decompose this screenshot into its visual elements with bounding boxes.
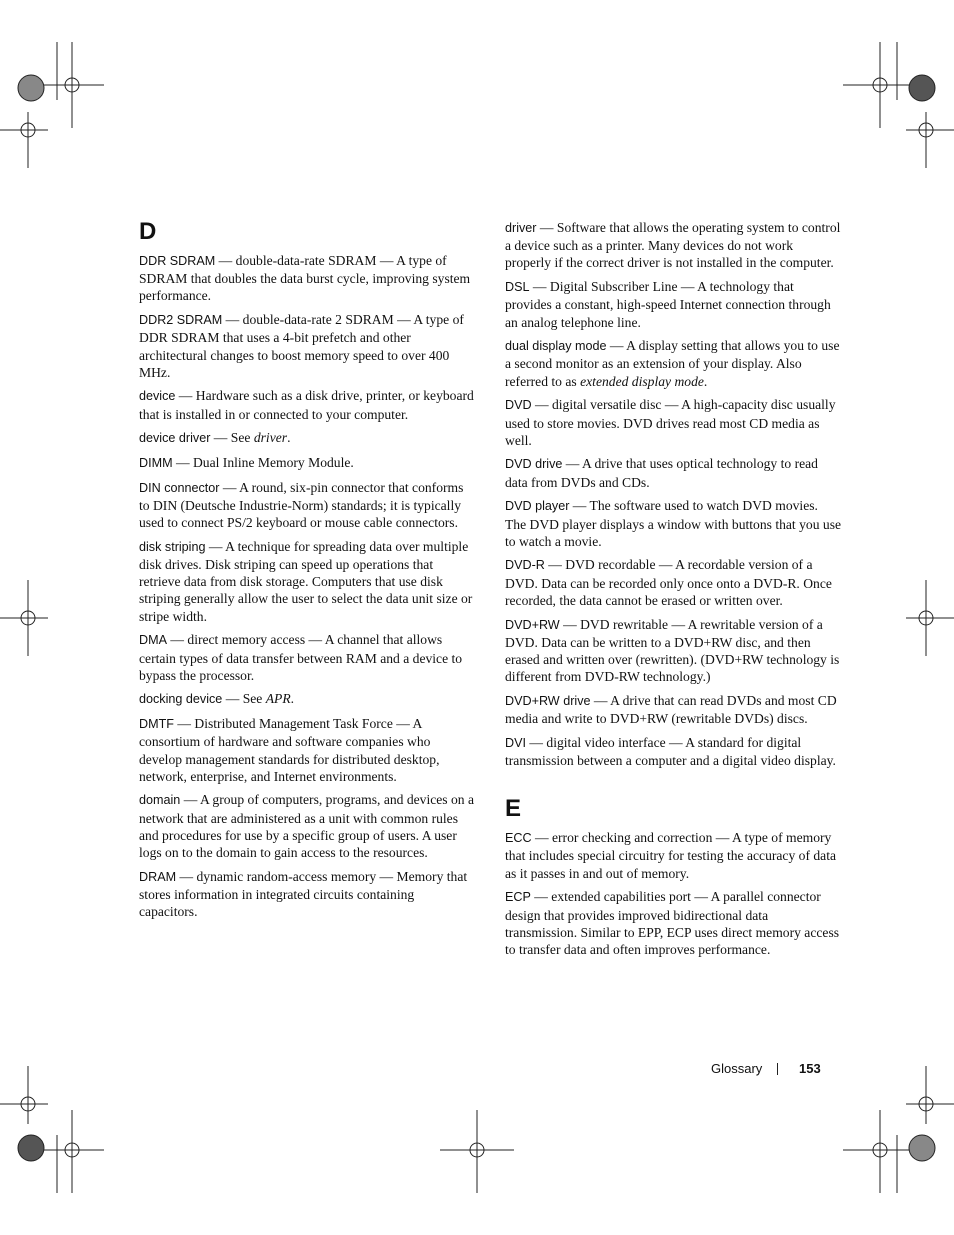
glossary-entry (139, 311, 476, 381)
glossary-term: DVI (505, 735, 526, 750)
glossary-entry (139, 715, 476, 785)
glossary-term: DSL (505, 280, 530, 295)
glossary-entry (139, 479, 476, 532)
glossary-definition: — A group of computers, programs, and devices on a network that are administered as a unit with common rules and procedures for use by a specific group of users. A user logs on to the domain to gain access to the resources. (139, 792, 475, 861)
glossary-cross-reference: extended display mode (580, 373, 704, 389)
glossary-term: DDR SDRAM (139, 254, 216, 268)
footer-divider (777, 1063, 778, 1075)
glossary-entry (139, 429, 476, 447)
glossary-term: DVD-R (505, 558, 545, 573)
glossary-definition: — The software used to watch DVD movies. The DVD player displays a window with buttons that you use to watch a movie. (505, 498, 842, 549)
glossary-entry (505, 829, 842, 882)
glossary-entry (139, 791, 476, 861)
glossary-entry (505, 337, 842, 390)
glossary-definition: — double-data-rate SDRAM — A type of SDRAM that doubles the data burst cycle, improving system performance. (139, 253, 471, 304)
glossary-definition: — dynamic random-access memory — Memory that stores information in integrated circuits containing capacitors. (139, 868, 468, 920)
glossary-definition: — Dual Inline Memory Module. (172, 455, 354, 471)
glossary-list-d-right (505, 219, 842, 769)
glossary-entry (139, 454, 476, 472)
glossary-term: driver (505, 221, 537, 235)
glossary-term: domain (139, 793, 181, 808)
glossary-entry (505, 692, 842, 727)
glossary-term: DRAM (139, 869, 177, 884)
glossary-entry (139, 252, 476, 305)
section-heading-d: D (139, 218, 157, 245)
glossary-term: DDR2 SDRAM (139, 313, 223, 328)
glossary-term: DVD player (505, 499, 570, 514)
glossary-entry (139, 631, 476, 684)
glossary-entry (505, 278, 842, 331)
glossary-definition: — A drive that can read DVDs and most CD media and write to DVD+RW (rewritable DVDs) discs. (505, 692, 837, 727)
glossary-definition: — Distributed Management Task Force — A consortium of hardware and software companies who develop management standards for distributed desktop, network, enterprise, and Internet environments. (139, 716, 440, 784)
glossary-definition: — See (210, 430, 254, 446)
glossary-entry (505, 734, 842, 769)
glossary-definition: — Hardware such as a disk drive, printer, or keyboard that is installed in or connected to your computer. (139, 388, 474, 422)
glossary-cross-reference: driver (253, 430, 288, 446)
glossary-definition-end: . (290, 691, 295, 707)
glossary-definition-end: . (703, 373, 708, 389)
page-number: 153 (799, 1061, 821, 1076)
glossary-definition: — Digital Subscriber Line — A technology that provides a constant, high-speed Internet connection through an analog telephone line. (505, 279, 831, 330)
glossary-term: DIMM (139, 456, 173, 471)
glossary-entry (505, 497, 842, 550)
glossary-term: docking device (139, 692, 223, 707)
glossary-entry (139, 690, 476, 708)
glossary-term: DVD (505, 398, 532, 413)
glossary-entry (139, 387, 476, 422)
glossary-definition: — direct memory access — A channel that allows certain types of data transfer between RAM and a device to bypass the processor. (139, 632, 463, 683)
glossary-entry (505, 219, 842, 272)
glossary-definition: — A drive that uses optical technology to read data from DVDs and CDs. (505, 456, 818, 490)
glossary-definition: — A round, six-pin connector that conforms to DIN (Deutsche Industrie-Norm) standards; it is typically used to connect PS/2 keyboard or mouse cable connectors. (139, 479, 464, 531)
footer-section-label: Glossary (711, 1061, 763, 1076)
section-heading-e: E (505, 795, 522, 823)
glossary-entry (505, 556, 842, 609)
glossary-term: device (139, 389, 176, 404)
glossary-term: disk striping (139, 539, 206, 554)
glossary-list-d-left (139, 252, 476, 920)
glossary-definition: — DVD recordable — A recordable version of a DVD. Data can be recorded only once onto a DVD-R. Once recorded, the data cannot be erased or written over. (505, 557, 832, 608)
glossary-term: DMA (139, 633, 167, 648)
right-column (505, 219, 842, 965)
glossary-definition: — digital video interface — A standard for digital transmission between a computer and a digital video display. (505, 734, 836, 768)
glossary-definition-end: . (287, 430, 291, 446)
glossary-term: device driver (139, 431, 211, 446)
glossary-entry (505, 888, 842, 958)
glossary-entry (139, 538, 476, 625)
glossary-entry (505, 396, 842, 449)
glossary-entry (139, 868, 476, 921)
glossary-term: ECC (505, 831, 532, 846)
glossary-term: DVD+RW (505, 617, 560, 632)
glossary-entry (505, 616, 842, 686)
glossary-term: DIN connector (139, 480, 220, 495)
glossary-definition: — extended capabilities port — A parallel connector design that provides improved bidirectional data transmission. Similar to EPP, ECP uses direct memory access to transfer data and often improves performance. (505, 889, 840, 957)
glossary-definition: — error checking and correction — A type of memory that includes special circuitry for testing the accuracy of data as it passes in and out of memory. (505, 830, 837, 881)
glossary-definition: — DVD rewritable — A rewritable version of a DVD. Data can be written to a DVD+RW disc, and then erased and written over (rewritten). (DVD+RW technology is different from DVD-RW technology.) (505, 616, 840, 685)
left-column (139, 218, 476, 927)
glossary-list-e (505, 829, 842, 958)
glossary-cross-reference: APR (265, 691, 291, 707)
glossary-definition: — double-data-rate 2 SDRAM — A type of DDR SDRAM that uses a 4-bit prefetch and other architectural changes to boost memory speed to over 400 MHz. (139, 312, 464, 380)
glossary-definition: — digital versatile disc — A high-capacity disc usually used to store movies. DVD drives read most CD media as well. (505, 397, 836, 448)
glossary-term: dual display mode (505, 339, 607, 354)
glossary-term: DVD+RW drive (505, 693, 591, 708)
glossary-definition: — A display setting that allows you to use a second monitor as an extension of your display. Also referred to as (505, 338, 840, 389)
glossary-definition: — See (222, 691, 266, 707)
glossary-term: DVD drive (505, 457, 563, 472)
glossary-definition: — Software that allows the operating system to control a device such as a printer. Many devices do not work properly if the correct driver is not installed in the computer. (505, 220, 841, 271)
glossary-entry (505, 455, 842, 490)
glossary-term: ECP (505, 890, 531, 905)
glossary-definition: — A technique for spreading data over multiple disk drives. Disk striping can speed up operations that retrieve data from disk storage. Computers that use disk striping generally allow the user to select the data unit size or stripe width. (139, 538, 473, 624)
glossary-term: DMTF (139, 717, 174, 732)
